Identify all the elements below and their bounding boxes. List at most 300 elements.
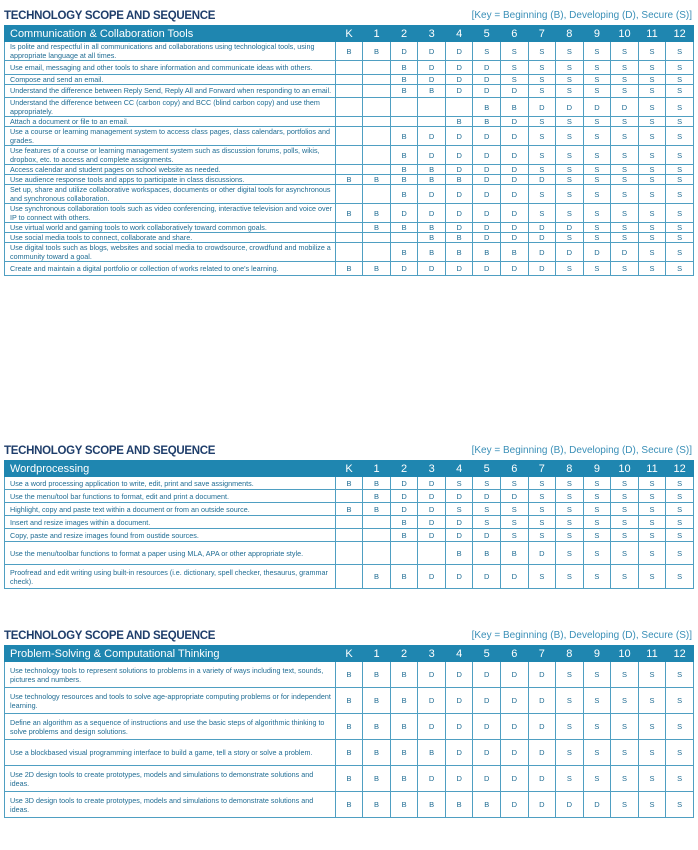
level-cell: B (335, 740, 363, 766)
level-cell: D (473, 740, 501, 766)
level-cell (335, 74, 363, 84)
level-cell: S (528, 84, 556, 98)
level-cell: S (583, 84, 611, 98)
level-cell: B (335, 766, 363, 792)
skill-description: Use a course or learning management system to access class pages, class calendars, portfolios and grades. (5, 127, 336, 146)
level-cell: B (363, 714, 391, 740)
level-cell: B (363, 262, 391, 276)
level-cell: S (638, 175, 666, 185)
level-cell: S (556, 127, 584, 146)
level-cell: S (528, 165, 556, 175)
level-cell: S (611, 84, 639, 98)
level-cell: D (473, 74, 501, 84)
level-cell (390, 98, 418, 117)
table-row (5, 516, 694, 529)
level-cell: S (638, 146, 666, 165)
level-cell: B (418, 223, 446, 233)
level-cell: S (611, 516, 639, 529)
level-cell: D (556, 243, 584, 262)
level-cell: B (335, 792, 363, 818)
level-cell: B (445, 117, 473, 127)
skill-description: Attach a document or file to an email. (5, 117, 336, 127)
level-cell: B (390, 766, 418, 792)
level-cell: S (528, 42, 556, 61)
level-cell: S (638, 766, 666, 792)
level-cell: D (418, 477, 446, 490)
level-cell: D (418, 529, 446, 542)
level-cell: B (390, 529, 418, 542)
skill-description: Use the menu/toolbar functions to format a paper using MLA, APA or other appropriate style. (5, 542, 336, 565)
level-cell: S (638, 529, 666, 542)
level-cell: B (501, 542, 529, 565)
skill-description: Define an algorithm as a sequence of instructions and use the basic steps of algorithmic thinking to solve problems and design solutions. (5, 714, 336, 740)
level-cell: D (445, 61, 473, 75)
level-cell: D (390, 477, 418, 490)
level-cell: B (335, 477, 363, 490)
level-cell: B (363, 565, 391, 589)
level-cell: D (445, 490, 473, 503)
level-cell (335, 61, 363, 75)
level-cell: B (363, 42, 391, 61)
level-cell: B (418, 84, 446, 98)
level-cell: D (611, 243, 639, 262)
level-cell: B (335, 175, 363, 185)
level-cell: S (583, 42, 611, 61)
grade-header: 7 (528, 26, 556, 42)
level-cell: D (390, 490, 418, 503)
grade-header: 5 (473, 461, 501, 477)
skill-description: Understand the difference between Reply Send, Reply All and Forward when responding to an email. (5, 84, 336, 98)
grade-header: 9 (583, 461, 611, 477)
level-cell: S (611, 688, 639, 714)
section-wordprocessing (4, 445, 694, 589)
level-cell (363, 146, 391, 165)
level-cell: B (501, 98, 529, 117)
level-cell: S (638, 117, 666, 127)
level-cell: D (418, 688, 446, 714)
level-cell: S (638, 185, 666, 204)
grade-header: 12 (666, 461, 694, 477)
level-cell: S (638, 490, 666, 503)
table-row (5, 204, 694, 223)
level-cell: B (363, 766, 391, 792)
level-cell: B (363, 477, 391, 490)
table-row (5, 98, 694, 117)
level-cell: D (390, 503, 418, 516)
level-cell: B (335, 688, 363, 714)
level-cell: D (501, 766, 529, 792)
level-cell: D (473, 662, 501, 688)
level-cell (335, 84, 363, 98)
table-row (5, 146, 694, 165)
level-cell: D (556, 223, 584, 233)
level-cell: B (363, 740, 391, 766)
level-cell: S (611, 42, 639, 61)
level-cell: S (528, 204, 556, 223)
level-cell: S (638, 565, 666, 589)
level-cell: D (445, 127, 473, 146)
skill-description: Use technology resources and tools to solve age-appropriate computing problems or for independent learning. (5, 688, 336, 714)
table-row (5, 792, 694, 818)
level-cell: S (528, 516, 556, 529)
level-cell: B (363, 503, 391, 516)
level-cell: S (638, 477, 666, 490)
skill-description: Create and maintain a digital portfolio or collection of works related to one's learning. (5, 262, 336, 276)
level-cell: D (445, 565, 473, 589)
level-cell: S (638, 503, 666, 516)
level-cell (363, 185, 391, 204)
skill-description: Use audience response tools and apps to participate in class discussions. (5, 175, 336, 185)
level-cell: D (473, 204, 501, 223)
level-cell (363, 233, 391, 243)
level-cell: B (363, 490, 391, 503)
level-cell: S (638, 262, 666, 276)
level-cell: D (501, 146, 529, 165)
level-cell: B (390, 74, 418, 84)
table-row (5, 714, 694, 740)
level-cell: D (390, 262, 418, 276)
level-cell: D (528, 98, 556, 117)
level-cell: S (666, 98, 694, 117)
level-cell: S (638, 792, 666, 818)
level-cell: D (418, 565, 446, 589)
grade-header: 4 (445, 646, 473, 662)
level-cell: D (445, 740, 473, 766)
level-cell: D (445, 262, 473, 276)
level-cell: S (501, 529, 529, 542)
level-cell: S (666, 688, 694, 714)
grade-header: 2 (390, 26, 418, 42)
grading-key: [Key = Beginning (B), Developing (D), Secure (S)] (471, 445, 692, 456)
level-cell: S (666, 233, 694, 243)
level-cell: B (390, 243, 418, 262)
level-cell: S (611, 565, 639, 589)
grade-header: 11 (638, 461, 666, 477)
level-cell: D (445, 223, 473, 233)
level-cell: S (556, 84, 584, 98)
skill-description: Use a blockbased visual programming interface to build a game, tell a story or solve a problem. (5, 740, 336, 766)
level-cell: S (528, 477, 556, 490)
level-cell: D (501, 204, 529, 223)
skill-description: Use social media tools to connect, collaborate and share. (5, 233, 336, 243)
grade-header: 1 (363, 461, 391, 477)
level-cell: S (611, 117, 639, 127)
level-cell: S (528, 490, 556, 503)
level-cell: S (638, 204, 666, 223)
level-cell (390, 542, 418, 565)
level-cell: S (583, 477, 611, 490)
level-cell: S (638, 233, 666, 243)
table-row (5, 477, 694, 490)
scope-table (4, 25, 694, 276)
level-cell: D (528, 688, 556, 714)
level-cell: B (473, 243, 501, 262)
level-cell: S (583, 740, 611, 766)
section-header (4, 630, 694, 645)
table-row (5, 490, 694, 503)
grade-header: 8 (556, 461, 584, 477)
level-cell: S (611, 165, 639, 175)
level-cell: B (418, 165, 446, 175)
level-cell: S (638, 243, 666, 262)
level-cell: S (666, 542, 694, 565)
level-cell: D (556, 792, 584, 818)
level-cell: S (666, 223, 694, 233)
grade-header: 1 (363, 646, 391, 662)
skill-description: Use synchronous collaboration tools such as video conferencing, interactive television and voice over IP to connect with others. (5, 204, 336, 223)
level-cell: S (583, 490, 611, 503)
level-cell: D (418, 127, 446, 146)
grade-header: 6 (501, 646, 529, 662)
level-cell: S (666, 516, 694, 529)
level-cell: D (390, 204, 418, 223)
level-cell: D (418, 42, 446, 61)
table-row (5, 74, 694, 84)
level-cell: S (611, 204, 639, 223)
level-cell: D (473, 529, 501, 542)
level-cell: B (501, 243, 529, 262)
level-cell: S (611, 477, 639, 490)
level-cell: D (418, 714, 446, 740)
table-row (5, 42, 694, 61)
level-cell: S (638, 61, 666, 75)
level-cell (363, 542, 391, 565)
level-cell (363, 84, 391, 98)
skill-description: Use 3D design tools to create prototypes, models and simulations to demonstrate solutions and ideas. (5, 792, 336, 818)
level-cell (335, 98, 363, 117)
level-cell: D (473, 61, 501, 75)
skill-description: Use digital tools such as blogs, websites and social media to crowdsource, crowdfund and mobilize a community toward a goal. (5, 243, 336, 262)
level-cell: S (666, 84, 694, 98)
level-cell: S (583, 542, 611, 565)
level-cell: D (501, 792, 529, 818)
level-cell: S (611, 542, 639, 565)
level-cell: S (445, 503, 473, 516)
level-cell: S (638, 516, 666, 529)
level-cell: B (390, 714, 418, 740)
level-cell: S (556, 117, 584, 127)
level-cell: D (583, 243, 611, 262)
level-cell: D (445, 74, 473, 84)
skill-description: Is polite and respectful in all communications and collaborations using technological tools, using appropriate language at all times. (5, 42, 336, 61)
grade-header: 5 (473, 26, 501, 42)
section-title: TECHNOLOGY SCOPE AND SEQUENCE (4, 630, 216, 642)
table-row (5, 740, 694, 766)
level-cell (418, 542, 446, 565)
level-cell: B (363, 223, 391, 233)
skill-description: Highlight, copy and paste text within a document or from an outside source. (5, 503, 336, 516)
level-cell: S (473, 477, 501, 490)
level-cell: D (501, 175, 529, 185)
grade-header: 9 (583, 26, 611, 42)
level-cell: B (445, 233, 473, 243)
level-cell (335, 516, 363, 529)
level-cell (363, 529, 391, 542)
level-cell: D (445, 42, 473, 61)
level-cell: B (335, 204, 363, 223)
level-cell: S (611, 714, 639, 740)
level-cell: D (418, 146, 446, 165)
table-header-row (5, 646, 694, 662)
grade-header: 6 (501, 26, 529, 42)
level-cell: D (473, 262, 501, 276)
level-cell: S (556, 262, 584, 276)
level-cell: S (638, 714, 666, 740)
level-cell: S (666, 565, 694, 589)
level-cell: B (335, 503, 363, 516)
level-cell: S (611, 740, 639, 766)
level-cell: B (390, 792, 418, 818)
level-cell: S (611, 175, 639, 185)
level-cell (363, 61, 391, 75)
level-cell: D (445, 204, 473, 223)
level-cell: S (556, 662, 584, 688)
level-cell: B (363, 204, 391, 223)
grading-key: [Key = Beginning (B), Developing (D), Secure (S)] (471, 630, 692, 641)
level-cell: B (390, 84, 418, 98)
level-cell: D (501, 165, 529, 175)
level-cell: S (528, 74, 556, 84)
table-row (5, 175, 694, 185)
table-row (5, 529, 694, 542)
level-cell (363, 74, 391, 84)
grade-header: K (335, 646, 363, 662)
skill-description: Use features of a course or learning management system such as discussion forums, polls, wikis, dropbox, etc. to access and complete assignments. (5, 146, 336, 165)
level-cell: S (666, 477, 694, 490)
level-cell: S (556, 516, 584, 529)
grade-header: 3 (418, 461, 446, 477)
level-cell: S (583, 127, 611, 146)
level-cell: B (418, 792, 446, 818)
grade-header: 11 (638, 646, 666, 662)
level-cell: S (501, 74, 529, 84)
section-communication-collaboration (4, 10, 694, 276)
level-cell: S (583, 74, 611, 84)
level-cell: S (501, 42, 529, 61)
level-cell: S (528, 117, 556, 127)
level-cell: S (528, 529, 556, 542)
level-cell: S (583, 262, 611, 276)
grade-header: 12 (666, 26, 694, 42)
level-cell: D (418, 516, 446, 529)
skill-description: Understand the difference between CC (carbon copy) and BCC (blind carbon copy) and use them appropriately. (5, 98, 336, 117)
level-cell: D (528, 792, 556, 818)
grade-header: K (335, 26, 363, 42)
level-cell: D (473, 185, 501, 204)
level-cell: S (556, 185, 584, 204)
level-cell: D (445, 766, 473, 792)
level-cell: S (611, 792, 639, 818)
level-cell: S (666, 74, 694, 84)
level-cell: S (638, 127, 666, 146)
level-cell: D (528, 262, 556, 276)
grade-header: 4 (445, 26, 473, 42)
level-cell: B (390, 740, 418, 766)
level-cell: S (666, 117, 694, 127)
level-cell: D (473, 565, 501, 589)
level-cell: D (445, 146, 473, 165)
table-row (5, 165, 694, 175)
level-cell: D (445, 529, 473, 542)
level-cell: S (501, 61, 529, 75)
level-cell: S (666, 42, 694, 61)
table-row (5, 688, 694, 714)
section-name-header: Wordprocessing (5, 461, 336, 477)
level-cell: D (501, 127, 529, 146)
level-cell: D (390, 42, 418, 61)
level-cell: S (583, 165, 611, 175)
level-cell: B (335, 662, 363, 688)
level-cell: D (528, 223, 556, 233)
level-cell: S (583, 565, 611, 589)
section-title: TECHNOLOGY SCOPE AND SEQUENCE (4, 10, 216, 22)
level-cell: D (528, 714, 556, 740)
grade-header: 3 (418, 646, 446, 662)
level-cell: D (473, 233, 501, 243)
level-cell: B (363, 662, 391, 688)
level-cell: S (556, 529, 584, 542)
level-cell: B (418, 175, 446, 185)
level-cell: S (583, 529, 611, 542)
level-cell: S (501, 477, 529, 490)
level-cell: D (473, 165, 501, 175)
grade-header: 2 (390, 646, 418, 662)
skill-description: Insert and resize images within a document. (5, 516, 336, 529)
level-cell (335, 233, 363, 243)
table-row (5, 117, 694, 127)
level-cell (418, 117, 446, 127)
level-cell: S (583, 766, 611, 792)
skill-description: Access calendar and student pages on school website as needed. (5, 165, 336, 175)
level-cell: B (390, 185, 418, 204)
level-cell: D (418, 490, 446, 503)
level-cell: B (335, 262, 363, 276)
level-cell (335, 165, 363, 175)
level-cell: S (583, 714, 611, 740)
section-name-header: Communication & Collaboration Tools (5, 26, 336, 42)
level-cell: D (528, 175, 556, 185)
level-cell: D (501, 84, 529, 98)
level-cell: S (556, 490, 584, 503)
skill-description: Set up, share and utilize collaborative workspaces, documents or other digital tools for asynchronous and synchronous collaboration. (5, 185, 336, 204)
table-row (5, 766, 694, 792)
level-cell (363, 243, 391, 262)
level-cell: S (611, 185, 639, 204)
level-cell (335, 127, 363, 146)
level-cell: S (666, 165, 694, 175)
level-cell: S (583, 662, 611, 688)
level-cell: B (473, 117, 501, 127)
level-cell: D (501, 233, 529, 243)
level-cell: D (418, 662, 446, 688)
skill-description: Use email, messaging and other tools to share information and communicate ideas with others. (5, 61, 336, 75)
level-cell: S (611, 74, 639, 84)
level-cell: S (611, 529, 639, 542)
level-cell: D (611, 98, 639, 117)
level-cell: S (556, 204, 584, 223)
level-cell: D (473, 766, 501, 792)
level-cell: S (556, 542, 584, 565)
level-cell: S (611, 61, 639, 75)
level-cell: B (418, 740, 446, 766)
level-cell: S (583, 185, 611, 204)
table-row (5, 243, 694, 262)
table-row (5, 503, 694, 516)
level-cell (363, 516, 391, 529)
level-cell: S (666, 61, 694, 75)
level-cell: D (418, 204, 446, 223)
level-cell: S (501, 516, 529, 529)
